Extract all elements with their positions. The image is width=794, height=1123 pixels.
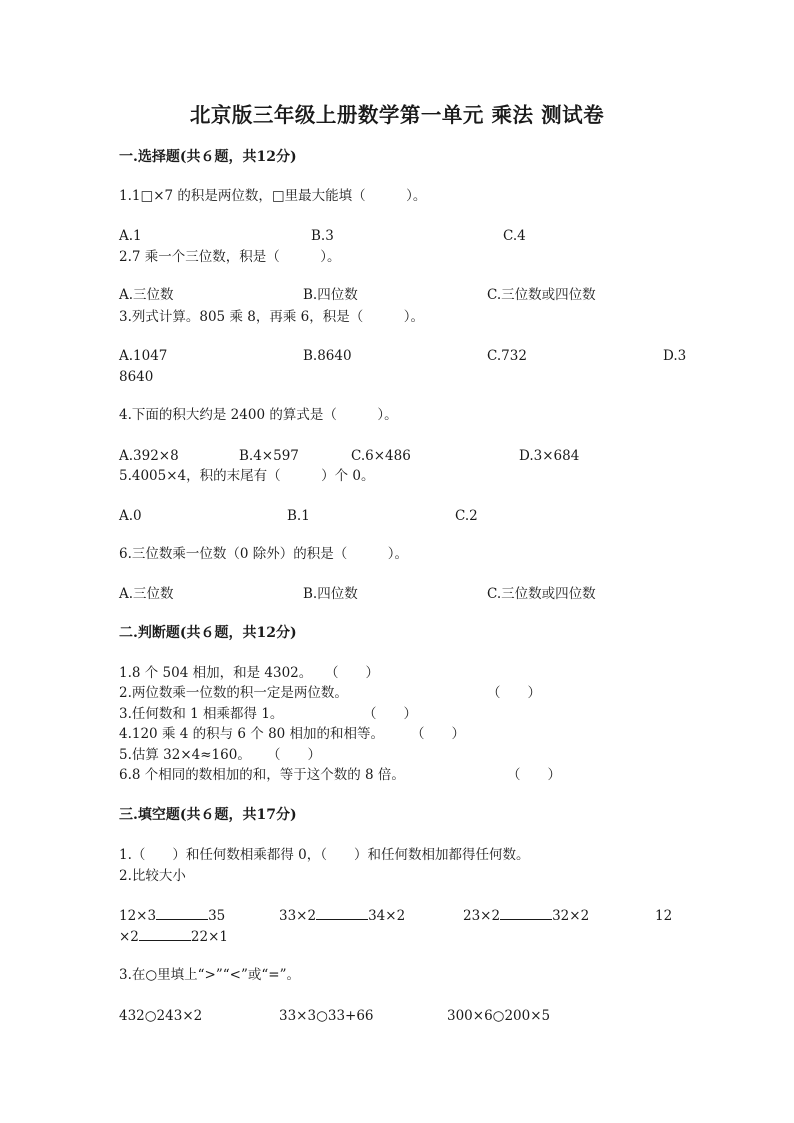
answer-blank[interactable]: [316, 907, 368, 920]
choice-q2-option-c: C.三位数或四位数: [487, 287, 596, 303]
choice-q4-option-d: D.3×684: [519, 448, 580, 464]
choice-q6-stem: 6.三位数乘一位数（0 除外）的积是（ ）。: [119, 546, 409, 562]
compare-1-right: 35: [208, 908, 226, 924]
circle-compare-2: 33×3○33+66: [279, 1008, 374, 1024]
answer-blank[interactable]: [500, 907, 552, 920]
choice-q4-option-a: A.392×8: [119, 448, 179, 464]
judge-q4-stem: 4.120 乘 4 的积与 6 个 80 相加的和相等。: [119, 726, 385, 742]
choice-q1-stem: 1.1□×7 的积是两位数，□里最大能填（ ）。: [119, 188, 427, 204]
judge-q6-paren: （ ）: [507, 767, 561, 783]
choice-q6-option-b: B.四位数: [303, 586, 358, 602]
choice-q1-option-a: A.1: [119, 228, 142, 244]
circle-compare-1: 432○243×2: [119, 1008, 203, 1024]
choice-q3-option-d-wrap: 8640: [119, 369, 154, 385]
choice-q3-option-d: D.3: [663, 348, 687, 364]
page-title: 北京版三年级上册数学第一单元 乘法 测试卷: [189, 103, 605, 127]
compare-item-4-wrap: [119, 928, 228, 946]
choice-q4-option-c: C.6×486: [351, 448, 411, 464]
compare-2-left: 33×2: [279, 908, 317, 924]
compare-item-1: [119, 907, 225, 925]
judge-q3-paren: （ ）: [363, 706, 417, 722]
compare-4-right: 22×1: [190, 929, 228, 945]
section-heading-judge: 二.判断题(共６题，共12分): [119, 625, 297, 641]
circle-compare-3: 300×6○200×5: [447, 1008, 551, 1024]
choice-q4-stem: 4.下面的积大约是 2400 的算式是（ ）。: [119, 407, 398, 423]
choice-q5-option-c: C.2: [455, 508, 478, 524]
compare-1-left: 12×3: [119, 908, 157, 924]
choice-q3-option-c: C.732: [487, 348, 527, 364]
choice-q3-option-a: A.1047: [119, 348, 168, 364]
choice-q1-option-c: C.4: [503, 228, 526, 244]
judge-q2-paren: （ ）: [487, 685, 541, 701]
judge-q5-stem: 5.估算 32×4≈160。: [119, 747, 251, 763]
judge-q1-paren: （ ）: [325, 665, 379, 681]
compare-4-left-wrap: ×2: [119, 929, 139, 945]
choice-q5-option-a: A.0: [119, 508, 142, 524]
choice-q6-option-c: C.三位数或四位数: [487, 586, 596, 602]
judge-q2-stem: 2.两位数乘一位数的积一定是两位数。: [119, 685, 348, 701]
choice-q5-stem: 5.4005×4，积的末尾有（ ）个 0。: [119, 468, 375, 484]
choice-q6-option-a: A.三位数: [119, 586, 174, 602]
fill-q1-stem: 1.（ ）和任何数相乘都得 0，（ ）和任何数相加都得任何数。: [119, 847, 530, 863]
judge-q1-stem: 1.8 个 504 相加，和是 4302。: [119, 665, 313, 681]
choice-q2-option-a: A.三位数: [119, 287, 174, 303]
compare-3-left: 23×2: [463, 908, 501, 924]
compare-item-3: [463, 907, 589, 925]
fill-q2-stem: 2.比较大小: [119, 868, 186, 884]
choice-q2-stem: 2.7 乘一个三位数，积是（ ）。: [119, 249, 341, 265]
choice-q3-option-b: B.8640: [303, 348, 352, 364]
section-heading-fill: 三.填空题(共６题，共17分): [119, 807, 297, 823]
judge-q6-stem: 6.8 个相同的数相加的和，等于这个数的 8 倍。: [119, 767, 405, 783]
judge-q5-paren: （ ）: [267, 747, 321, 763]
section-heading-choice: 一.选择题(共６题，共12分): [119, 149, 297, 165]
judge-q4-paren: （ ）: [411, 726, 465, 742]
fill-q3-stem: 3.在○里填上“>”“<”或“=”。: [119, 967, 301, 983]
choice-q3-stem: 3.列式计算。805 乘 8，再乘 6，积是（ ）。: [119, 309, 424, 325]
choice-q1-option-b: B.3: [311, 228, 334, 244]
compare-3-right: 32×2: [552, 908, 590, 924]
judge-q3-stem: 3.任何数和 1 相乘都得 1。: [119, 706, 284, 722]
choice-q4-option-b: B.4×597: [239, 448, 299, 464]
choice-q2-option-b: B.四位数: [303, 287, 358, 303]
answer-blank[interactable]: [156, 907, 208, 920]
choice-q5-option-b: B.1: [287, 508, 310, 524]
compare-item-2: [279, 907, 405, 925]
compare-4-left: 12: [655, 908, 673, 924]
compare-2-right: 34×2: [368, 908, 406, 924]
answer-blank[interactable]: [139, 928, 191, 941]
